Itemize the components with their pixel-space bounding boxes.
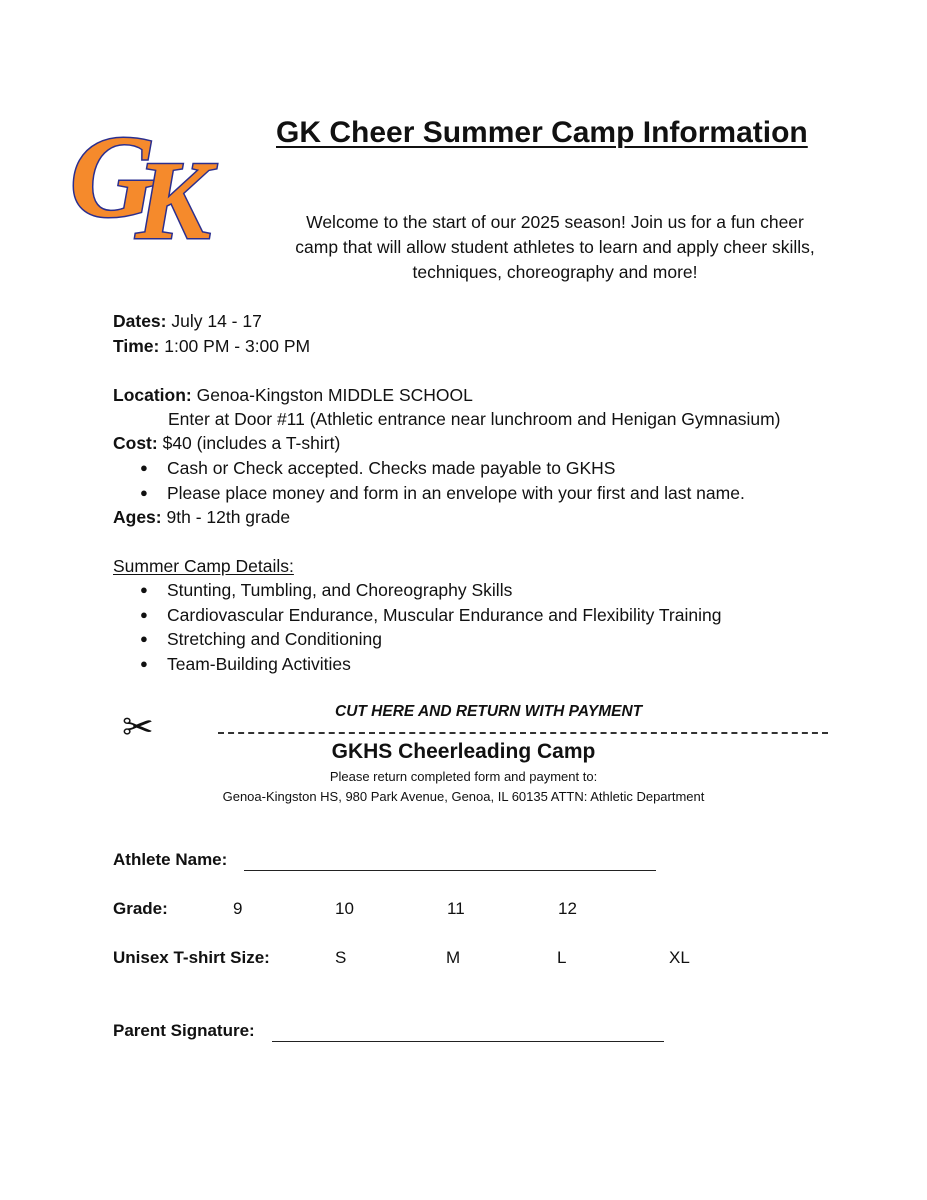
- signature-field[interactable]: [272, 1041, 664, 1042]
- bullet-icon: ●: [140, 460, 148, 475]
- details-item: [140, 603, 721, 627]
- cost-value: $40 (includes a T-shirt): [162, 433, 341, 453]
- gk-logo-graphic: [70, 110, 248, 245]
- location-label: Location:: [113, 385, 192, 405]
- cost-label: Cost:: [113, 433, 158, 453]
- time-value: 1:00 PM - 3:00 PM: [164, 336, 311, 356]
- shirt-size-option[interactable]: XL: [669, 948, 690, 967]
- ages-row: [113, 505, 290, 529]
- grade-option[interactable]: 11: [447, 899, 465, 918]
- cost-row: [113, 431, 340, 455]
- grade-option[interactable]: 12: [558, 899, 577, 918]
- location-note: Enter at Door #11 (Athletic entrance near lunchroom and Henigan Gymnasium): [168, 409, 781, 429]
- bullet-icon: ●: [140, 485, 148, 500]
- time-label: Time:: [113, 336, 160, 356]
- cut-here-label: CUT HERE AND RETURN WITH PAYMENT: [335, 703, 643, 720]
- page-title: GK Cheer Summer Camp Information: [276, 116, 808, 149]
- shirt-size-option[interactable]: M: [446, 948, 461, 967]
- details-item-text: Stretching and Conditioning: [167, 629, 383, 649]
- form-address: Genoa-Kingston HS, 980 Park Avenue, Genoa, IL 60135 ATTN: Athletic Department: [222, 789, 705, 804]
- bullet-icon: ●: [140, 631, 148, 646]
- dates-label: Dates:: [113, 311, 167, 331]
- cost-bullet: [140, 481, 745, 505]
- bullet-icon: ●: [140, 656, 148, 671]
- ages-value: 9th - 12th grade: [166, 507, 291, 527]
- details-item: [140, 627, 382, 651]
- bullet-icon: ●: [140, 582, 148, 597]
- grade-label: Grade:: [113, 899, 168, 918]
- scissors-icon: ✂: [122, 707, 154, 749]
- details-item: [140, 652, 351, 676]
- location-value: Genoa-Kingston MIDDLE SCHOOL: [196, 385, 473, 405]
- form-title: GKHS Cheerleading Camp: [331, 740, 596, 763]
- grade-option[interactable]: 9: [233, 899, 243, 918]
- grade-option[interactable]: 10: [335, 899, 354, 918]
- intro-line: camp that will allow student athletes to learn and apply cheer skills,: [295, 237, 815, 257]
- location-row: [113, 383, 473, 407]
- details-item: [140, 578, 512, 602]
- dates-value: July 14 - 17: [171, 311, 262, 331]
- cut-line: [218, 732, 828, 734]
- shirt-size-option[interactable]: L: [557, 948, 567, 967]
- time-row: [113, 334, 310, 358]
- intro-text: [258, 210, 852, 285]
- details-item-text: Team-Building Activities: [167, 654, 351, 674]
- intro-line: techniques, choreography and more!: [412, 262, 698, 282]
- form-subtitle: Please return completed form and payment to:: [329, 769, 598, 784]
- details-item-text: Cardiovascular Endurance, Muscular Endurance and Flexibility Training: [167, 605, 722, 625]
- cost-bullet-text: Please place money and form in an envelope with your first and last name.: [167, 483, 745, 503]
- cost-bullet: [140, 456, 615, 480]
- cost-bullet-text: Cash or Check accepted. Checks made payable to GKHS: [167, 458, 616, 478]
- svg-text:K: K: [136, 139, 211, 245]
- shirt-size-option[interactable]: S: [335, 948, 347, 967]
- details-item-text: Stunting, Tumbling, and Choreography Skills: [167, 580, 513, 600]
- dates-row: [113, 309, 262, 333]
- ages-label: Ages:: [113, 507, 162, 527]
- signature-label: Parent Signature:: [113, 1021, 255, 1040]
- bullet-icon: ●: [140, 607, 148, 622]
- gk-logo: [70, 110, 248, 245]
- svg-text:G: G: [70, 111, 156, 242]
- intro-line: Welcome to the start of our 2025 season! Join us for a fun cheer: [306, 212, 804, 232]
- athlete-name-label: Athlete Name:: [113, 850, 228, 869]
- details-heading: Summer Camp Details:: [113, 556, 294, 576]
- shirt-size-label: Unisex T-shirt Size:: [113, 948, 270, 967]
- athlete-name-field[interactable]: [244, 870, 656, 871]
